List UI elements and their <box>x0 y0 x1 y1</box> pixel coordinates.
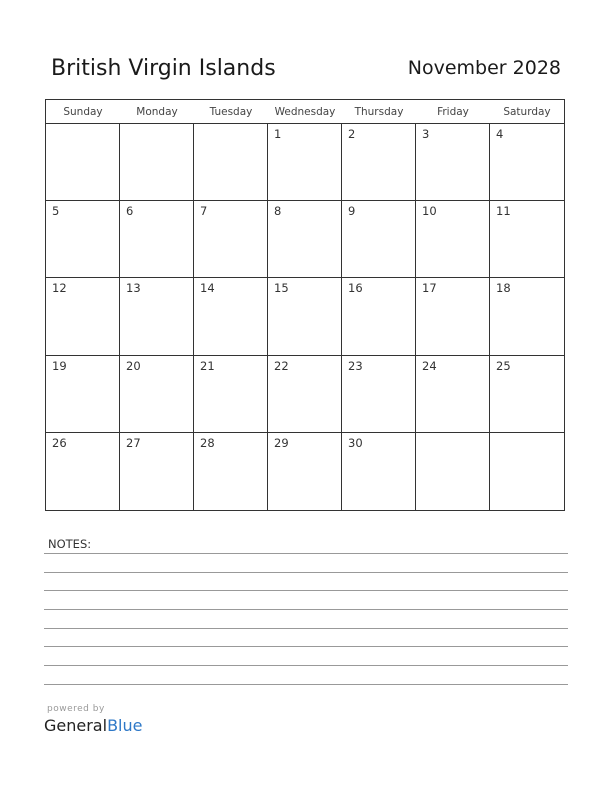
weekday-monday: Monday <box>136 106 178 118</box>
day-number: 3 <box>422 127 430 141</box>
day-number: 18 <box>496 281 511 296</box>
day-cell <box>416 433 490 510</box>
day-cell <box>342 124 416 201</box>
day-cell <box>268 433 342 510</box>
day-cell <box>490 124 564 201</box>
brand-general-text: General <box>44 716 108 735</box>
day-cell <box>416 124 490 201</box>
day-number: 24 <box>422 358 437 373</box>
day-cell <box>46 124 120 201</box>
day-cell <box>120 201 194 278</box>
note-line <box>44 684 568 685</box>
brand-blue-text: Blue <box>107 716 143 735</box>
day-cell <box>342 278 416 355</box>
weekday-tuesday: Tuesday <box>209 106 253 118</box>
day-number: 9 <box>348 204 356 219</box>
note-line <box>44 665 568 666</box>
day-cell <box>46 201 120 278</box>
note-line <box>44 553 568 554</box>
day-number: 21 <box>200 358 215 373</box>
day-number: 7 <box>200 204 208 219</box>
day-cell <box>342 433 416 510</box>
day-number: 4 <box>496 127 504 141</box>
day-number: 30 <box>348 435 363 450</box>
day-number: 20 <box>126 358 141 373</box>
weekday-sunday: Sunday <box>63 106 103 118</box>
day-cell <box>194 356 268 433</box>
day-cell <box>46 356 120 433</box>
weekday-thursday: Thursday <box>354 106 404 118</box>
day-cell <box>268 356 342 433</box>
day-number: 13 <box>126 281 141 296</box>
day-number: 5 <box>52 204 60 219</box>
day-cell <box>194 433 268 510</box>
day-number: 22 <box>274 358 289 373</box>
day-cell <box>194 201 268 278</box>
day-cell <box>46 278 120 355</box>
day-number: 11 <box>496 204 511 219</box>
day-cell <box>268 201 342 278</box>
day-cell <box>46 433 120 510</box>
notes-label: NOTES: <box>48 537 92 551</box>
day-cell <box>416 356 490 433</box>
day-number: 25 <box>496 358 511 373</box>
day-cell <box>342 201 416 278</box>
day-number: 2 <box>348 127 356 141</box>
note-line <box>44 590 568 591</box>
day-cell <box>490 201 564 278</box>
day-number: 29 <box>274 435 289 450</box>
day-number: 27 <box>126 435 141 450</box>
day-cell <box>342 356 416 433</box>
day-number: 17 <box>422 281 437 296</box>
day-grid <box>46 124 564 510</box>
note-line <box>44 609 568 610</box>
note-line <box>44 572 568 573</box>
day-number: 12 <box>52 281 67 296</box>
day-number: 8 <box>274 204 282 219</box>
day-number: 26 <box>52 435 67 450</box>
day-cell <box>416 278 490 355</box>
day-number: 10 <box>422 204 437 219</box>
day-cell <box>416 201 490 278</box>
day-cell <box>194 124 268 201</box>
day-number: 16 <box>348 281 363 296</box>
day-cell <box>194 278 268 355</box>
day-number: 28 <box>200 435 215 450</box>
day-cell <box>490 433 564 510</box>
calendar-grid <box>45 99 565 511</box>
day-number: 23 <box>348 358 363 373</box>
day-cell <box>120 433 194 510</box>
day-number: 6 <box>126 204 134 219</box>
day-cell <box>490 356 564 433</box>
day-number: 14 <box>200 281 215 296</box>
weekday-friday: Friday <box>437 106 469 118</box>
note-line <box>44 628 568 629</box>
calendar-month-title: November 2028 <box>407 57 561 79</box>
day-cell <box>120 356 194 433</box>
powered-by-text: powered by <box>47 704 105 714</box>
day-number: 1 <box>274 127 282 141</box>
day-cell <box>268 278 342 355</box>
day-cell <box>120 124 194 201</box>
weekday-header-row <box>46 100 564 124</box>
weekday-saturday: Saturday <box>503 106 551 118</box>
day-cell <box>490 278 564 355</box>
day-number: 15 <box>274 281 289 296</box>
day-cell <box>120 278 194 355</box>
day-cell <box>268 124 342 201</box>
day-number: 19 <box>52 358 67 373</box>
calendar-country-title: British Virgin Islands <box>51 56 276 81</box>
weekday-wednesday: Wednesday <box>274 106 336 118</box>
note-line <box>44 646 568 647</box>
generalblue-logo[interactable] <box>44 716 142 735</box>
